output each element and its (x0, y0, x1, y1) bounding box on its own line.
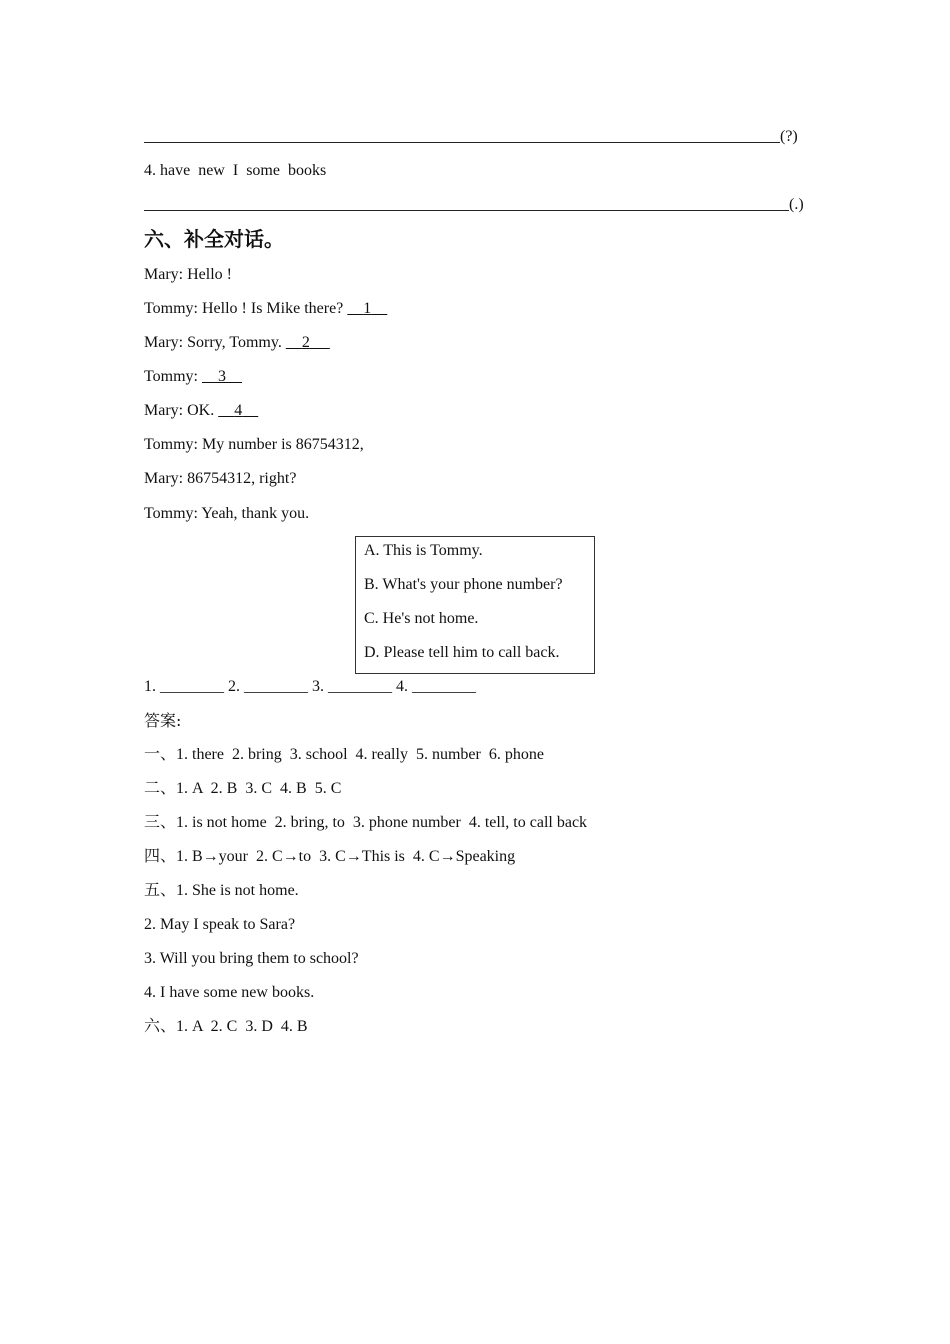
dialogue-line: Tommy: My number is 86754312, (144, 436, 364, 453)
numbered-blank: 3 (218, 368, 226, 385)
numbered-blank: 4 (234, 402, 243, 419)
numbered-blank: 1 (363, 300, 372, 317)
option-a: A. This is Tommy. (364, 542, 483, 559)
blank-end-punctuation: (?) (780, 128, 798, 145)
answer-line: 二、1. A 2. B 3. C 4. B 5. C (144, 780, 342, 797)
options-box (355, 536, 595, 674)
answer-line: 2. May I speak to Sara? (144, 916, 296, 933)
numbered-blank: 2 (301, 334, 310, 351)
answers-label: 答案: (144, 711, 182, 730)
question-4-words: 4. have new I some books (144, 162, 327, 179)
dialogue-line: Mary: 86754312, right? (144, 470, 297, 487)
option-b: B. What's your phone number? (364, 576, 563, 593)
answer-line: 六、1. A 2. C 3. D 4. B (144, 1018, 308, 1035)
dialogue-line: Mary: OK. 4 (144, 401, 258, 421)
dialogue-line: Mary: Hello ! (144, 266, 232, 283)
blank-rule (144, 210, 789, 211)
section-6-heading: 六、补全对话。 (144, 227, 284, 251)
blank-rule (144, 142, 780, 143)
answer-blank-line-3 (144, 127, 798, 147)
dialogue-line: Tommy: Yeah, thank you. (144, 505, 310, 522)
answer-line: 三、1. is not home 2. bring, to 3. phone number 4. tell, to call back (144, 814, 588, 831)
answer-blanks-line: 1. ________ 2. ________ 3. ________ 4. ________ (144, 678, 476, 695)
answer-line: 五、1. She is not home. (144, 882, 299, 899)
dialogue-line: Mary: Sorry, Tommy. 2 (144, 333, 330, 353)
answer-line: 一、1. there 2. bring 3. school 4. really 5. number 6. phone (144, 746, 544, 763)
answer-blank-line-4 (144, 195, 804, 215)
blank-end-punctuation: (.) (789, 196, 804, 213)
option-d: D. Please tell him to call back. (364, 644, 560, 661)
answer-line: 4. I have some new books. (144, 984, 315, 1001)
answer-line: 四、1. B→your 2. C→to 3. C→This is 4. C→Speaking (144, 848, 516, 865)
option-c: C. He's not home. (364, 610, 479, 627)
dialogue-line: Tommy: Hello ! Is Mike there? 1 (144, 299, 387, 319)
answer-line: 3. Will you bring them to school? (144, 950, 359, 967)
dialogue-line: Tommy: 3 (144, 367, 242, 387)
